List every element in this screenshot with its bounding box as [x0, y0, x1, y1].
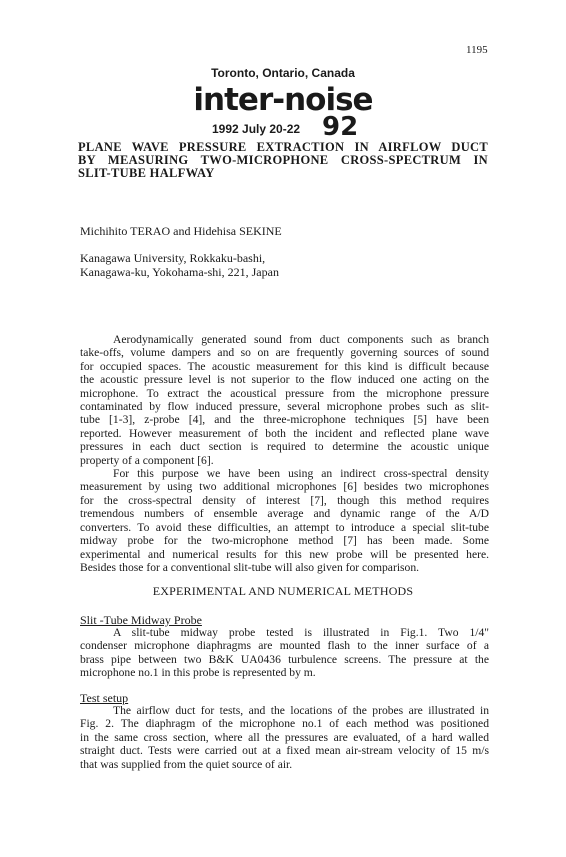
text-line: Besides those for a conventional slit-tube will also given for comparison. — [80, 560, 420, 574]
title-line: SLIT-TUBE HALFWAY — [78, 166, 215, 180]
affiliation-line: Kanagawa University, Rokkaku-bashi, — [80, 251, 266, 265]
text-line: property of a component [6]. — [80, 453, 214, 467]
title-line: PLANE WAVE PRESSURE EXTRACTION IN AIRFLOW DUCT — [78, 140, 488, 154]
text-line: Aerodynamically generated sound from duct components such as branch — [113, 333, 489, 346]
text-line: For this purpose we have been using an indirect cross-spectral density — [113, 467, 489, 481]
text-line: brass pipe between two B&K UA0436 turbulence screens. The pressure at the — [80, 652, 489, 666]
text-line: converters. To avoid these difficulties, an attempt to introduce a special slit-tube — [80, 520, 489, 534]
text-line: contaminated by flow induced pressure, several microphone probes such as slit- — [80, 400, 489, 414]
text-line: tremendous numbers of ensemble average and dynamic range of the A/D — [80, 507, 489, 521]
text-line: straight duct. Tests were carried out at a fixed mean air-stream velocity of 15 m/s — [80, 744, 489, 758]
text-line: condenser microphone diaphragms are mounted flash to the inner surface of a — [80, 639, 489, 653]
intro-paragraph — [80, 333, 489, 574]
subsection-heading-test-setup: Test setup — [80, 691, 129, 705]
text-line: Fig. 2. The diaphragm of the microphone no.1 of each method was positioned — [80, 717, 489, 731]
conference-year-mark: 92 — [322, 112, 359, 142]
affiliation-line: Kanagawa-ku, Yokohama-shi, 221, Japan — [80, 265, 279, 279]
text-line: microphone no.1 in this probe is represented by m. — [80, 666, 316, 680]
text-line: The airflow duct for tests, and the locations of the probes are illustrated in — [113, 704, 489, 717]
title-line: BY MEASURING TWO-MICROPHONE CROSS-SPECTRUM IN — [78, 153, 488, 167]
section-heading: EXPERIMENTAL AND NUMERICAL METHODS — [152, 584, 414, 598]
text-line: that was supplied from the quiet source of air. — [80, 757, 293, 771]
text-line: reported. However measurement of both the incident and reflected plane wave — [80, 426, 489, 440]
text-line: A slit-tube midway probe tested is illustrated in Fig.1. Two 1/4" — [113, 626, 489, 639]
text-line: midway probe for the two-microphone method [7] has been made. Some — [80, 534, 489, 548]
subsection-heading-slit-tube: Slit -Tube Midway Probe — [80, 613, 202, 627]
affiliation — [80, 251, 279, 279]
text-line: in the same cross section, where all the pressures are evaluated, of a hard walled — [80, 730, 489, 744]
slit-tube-paragraph — [80, 626, 489, 680]
text-line: tube [1-3], z-probe [4], and the three-microphone techniques [5] have been — [80, 413, 489, 427]
text-line: take-offs, volume dampers and so on are frequently governing sources of sound — [80, 346, 489, 360]
authors: Michihito TERAO and Hidehisa SEKINE — [80, 224, 282, 238]
conference-date: 1992 July 20-22 — [212, 122, 301, 136]
text-line: experimental and numerical results for this new probe will be presented here. — [80, 547, 489, 561]
page-number: 1195 — [466, 44, 488, 56]
paper-title — [78, 141, 488, 180]
conference-location: Toronto, Ontario, Canada — [211, 66, 355, 80]
text-line: microphone. To extract the acoustical pressure from the microphone pressure — [80, 386, 489, 400]
text-line: measurement by using two additional microphones [6] besides two microphones — [80, 480, 489, 494]
text-line: the acoustic pressure level is not superior to the flow induced one acting on the — [80, 373, 489, 387]
text-line: for occupied spaces. The acoustic measurement for this kind is difficult because — [80, 359, 489, 373]
test-setup-paragraph — [80, 704, 489, 771]
conference-logo: inter-noise — [193, 82, 373, 118]
text-line: pressures in each duct section is required to determine the acoustic unique — [80, 440, 489, 454]
text-line: for the cross-spectral density of interest [7], though this method requires — [80, 493, 489, 507]
